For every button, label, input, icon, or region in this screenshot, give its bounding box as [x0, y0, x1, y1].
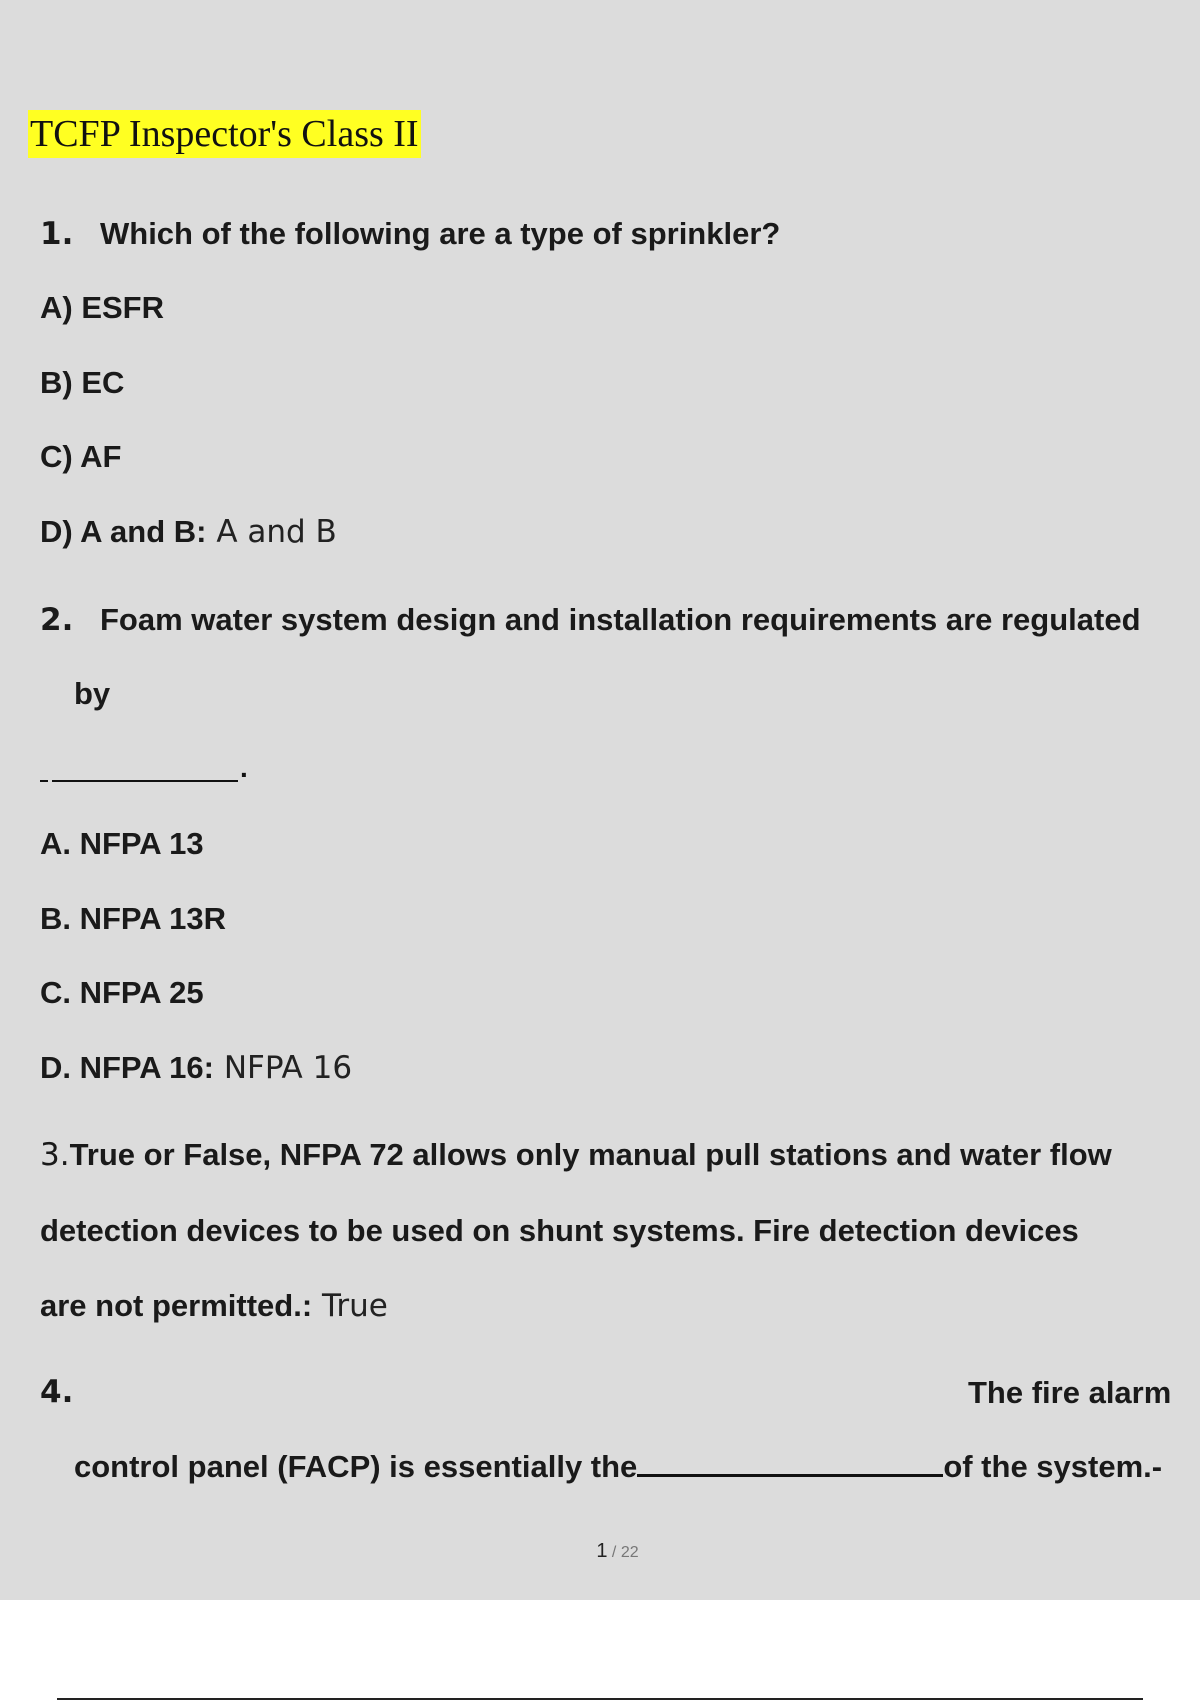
option-2b: B. NFPA 13R: [40, 901, 227, 936]
document-title: TCFP Inspector's Class II: [28, 110, 421, 158]
option-2d: [40, 1048, 352, 1088]
question-2-continued: by: [74, 676, 111, 711]
answer-text: NFPA 16: [213, 1050, 353, 1086]
option-label: D) A and B:: [40, 514, 207, 549]
question-2: [40, 600, 1141, 640]
question-4-line-2: [74, 1447, 1162, 1487]
answer-blank: [637, 1474, 943, 1477]
question-text-line-1: True or False, NFPA 72 allows only manual pull stations and water flow: [69, 1137, 1112, 1172]
question-text-end: of the system.-: [943, 1449, 1163, 1484]
question-3-line-2: detection devices to be used on shunt systems. Fire detection devices: [40, 1213, 1079, 1248]
page-indicator: [0, 1540, 1200, 1563]
question-4-line-1: The fire alarm: [968, 1375, 1172, 1410]
question-number: 2.: [40, 602, 74, 638]
option-1b: B) EC: [40, 365, 125, 400]
question-3: [40, 1135, 1112, 1175]
option-1d: [40, 512, 337, 552]
option-1a: A) ESFR: [40, 290, 164, 325]
question-number: 3.: [40, 1137, 70, 1173]
question-text-line-3: are not permitted.:: [40, 1288, 313, 1323]
question-number: 1.: [40, 216, 74, 252]
question-text-start: control panel (FACP) is essentially the: [74, 1449, 638, 1484]
answer-text: True: [312, 1288, 388, 1324]
answer-blank: [52, 780, 238, 782]
option-2c: C. NFPA 25: [40, 975, 204, 1010]
question-text: Foam water system design and installation requirements are regulated: [100, 602, 1141, 637]
option-1c: C) AF: [40, 439, 122, 474]
question-3-line-3: [40, 1286, 388, 1326]
blank-period: .: [240, 752, 248, 783]
option-2a: A. NFPA 13: [40, 826, 204, 861]
current-page: 1: [596, 1540, 608, 1562]
question-4-number: [40, 1372, 100, 1412]
question-text: Which of the following are a type of sprinkler?: [100, 216, 781, 251]
question-1: [40, 214, 780, 254]
answer-blank-dash: [40, 780, 48, 782]
total-pages: / 22: [607, 1544, 639, 1561]
option-label: D. NFPA 16:: [40, 1050, 214, 1085]
answer-text: A and B: [206, 514, 337, 550]
question-number: 4.: [40, 1374, 74, 1410]
